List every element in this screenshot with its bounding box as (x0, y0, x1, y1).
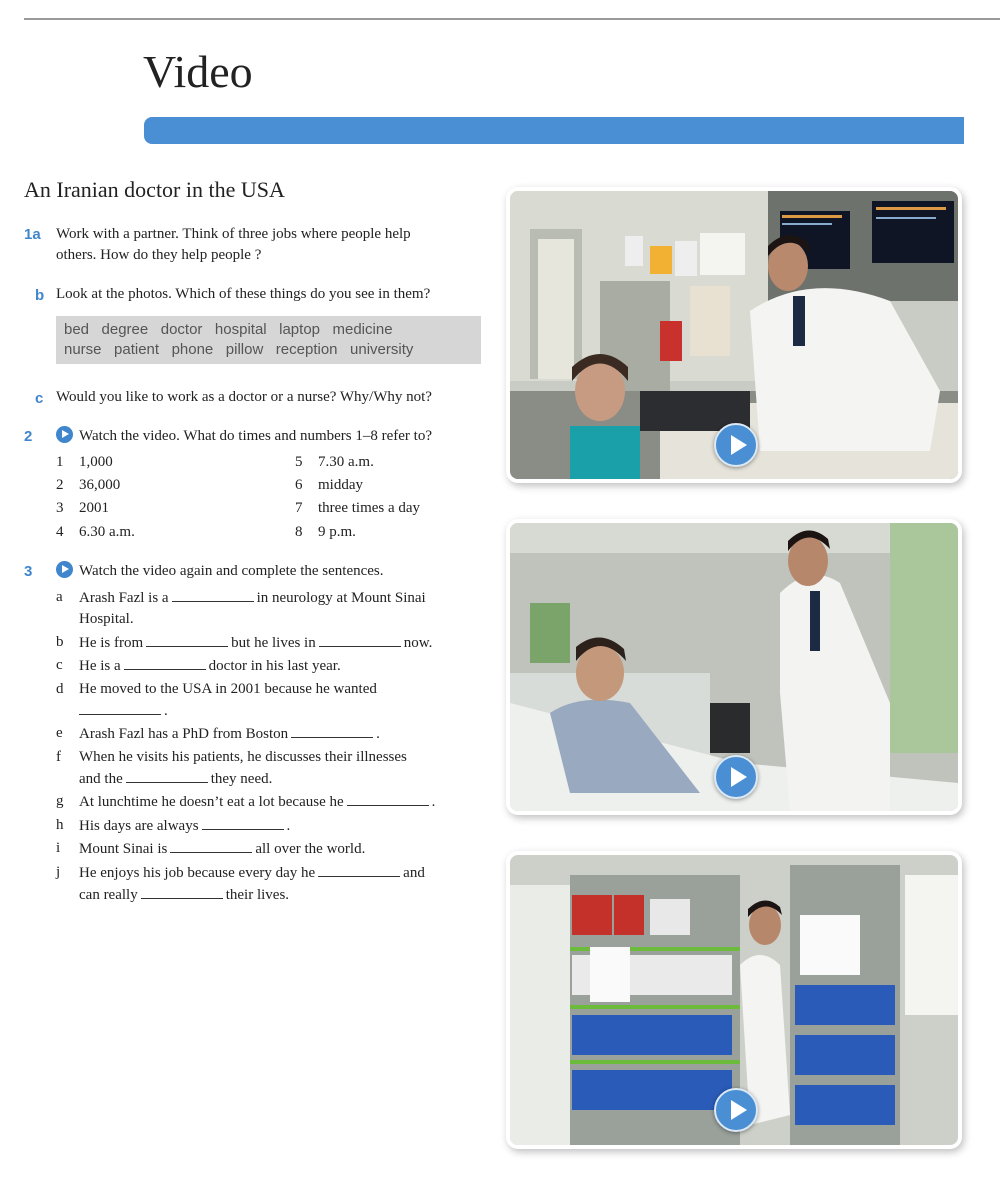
exercise-1a-line1: Work with a partner. Think of three jobs where people help (56, 226, 411, 242)
sentence-letter: e (56, 725, 63, 741)
sentence-text: but he lives in (231, 635, 316, 651)
sentence-text: . (431, 794, 436, 810)
play-button[interactable] (714, 423, 758, 467)
play-button[interactable] (714, 1088, 758, 1132)
sentence-text: Arash Fazl is a (79, 590, 169, 606)
exercise-2-text (56, 426, 432, 447)
sentence-text: He enjoys his job because every day he (79, 865, 316, 881)
section-title: An Iranian doctor in the USA (24, 177, 285, 202)
sentence-text: doctor in his last year. (208, 658, 341, 674)
sentence-letter: b (56, 634, 64, 650)
sentence-i (79, 838, 365, 860)
list-item-number: 6 (295, 477, 303, 493)
answer-blank[interactable] (172, 587, 254, 602)
sentence-c (79, 655, 341, 677)
sentence-letter: j (56, 864, 61, 880)
video-still-reception[interactable] (510, 191, 958, 479)
sentence-text: At lunchtime he doesn’t eat a lot because he (79, 794, 344, 810)
sentence-letter: a (56, 589, 63, 605)
answer-blank[interactable] (146, 632, 228, 647)
sentence-b (79, 632, 432, 654)
list-item-value: 2001 (79, 500, 109, 516)
sentence-text: in neurology at Mount Sinai (256, 590, 426, 606)
sentence-a (79, 587, 426, 630)
exercise-3-text (56, 561, 384, 582)
sentence-text: . (286, 818, 291, 834)
sentence-e (79, 723, 380, 745)
sentence-text: now. (403, 635, 433, 651)
sentence-letter: f (56, 749, 61, 765)
list-item-number: 3 (56, 500, 64, 516)
list-item-value: 1,000 (79, 454, 113, 470)
list-item-value: three times a day (318, 500, 421, 516)
list-item-value: 7.30 a.m. (318, 454, 374, 470)
top-rule (24, 18, 1000, 20)
sentence-g (79, 791, 435, 813)
sentence-text: He is a (79, 658, 121, 674)
exercise-1c-number: c (35, 390, 44, 407)
sentence-text: When he visits his patients, he discusses their illnesses (79, 749, 407, 765)
sentence-text: His days are always (79, 818, 199, 834)
exercise-1a-text (56, 224, 411, 266)
list-item-number: 5 (295, 454, 303, 470)
answer-blank[interactable] (126, 768, 208, 783)
sentence-letter: g (56, 793, 64, 809)
page-title: Video (143, 46, 253, 97)
list-item-value: 9 p.m. (318, 524, 356, 540)
sentence-letter: d (56, 681, 64, 697)
exercise-1c-text: Would you like to work as a doctor or a nurse? Why/Why not? (56, 389, 432, 405)
exercise-2-number: 2 (24, 428, 33, 445)
list-item-number: 2 (56, 477, 64, 493)
list-item-number: 4 (56, 524, 64, 540)
header-accent-bar (144, 117, 964, 144)
answer-blank[interactable] (79, 700, 161, 715)
answer-blank[interactable] (141, 884, 223, 899)
exercise-1a-number: 1a (24, 226, 41, 243)
sentence-text: . (164, 703, 168, 719)
vocabulary-row-1: bed degree doctor hospital laptop medicine (64, 321, 393, 338)
sentence-text: Mount Sinai is (79, 841, 168, 857)
sentence-h (79, 815, 290, 837)
exercise-3-number: 3 (24, 563, 33, 580)
sentence-text: their lives. (225, 887, 290, 903)
list-item-number: 8 (295, 524, 303, 540)
sentence-text: Arash Fazl has a PhD from Boston (79, 726, 289, 742)
sentence-d (79, 679, 377, 722)
answer-blank[interactable] (319, 632, 401, 647)
list-item-value: 6.30 a.m. (79, 524, 135, 540)
sentence-letter: c (56, 657, 63, 673)
sentence-text: can really (79, 887, 138, 903)
answer-blank[interactable] (124, 655, 206, 670)
answer-blank[interactable] (170, 838, 252, 853)
list-item-value: 36,000 (79, 477, 121, 493)
vocabulary-row-2: nurse patient phone pillow reception university (64, 341, 414, 358)
sentence-j (79, 862, 425, 906)
sentence-text: He is from (79, 635, 144, 651)
sentence-text: . (376, 726, 380, 742)
answer-blank[interactable] (291, 723, 373, 738)
vocabulary-box (56, 316, 481, 364)
sentence-text: they need. (210, 771, 273, 787)
sentence-letter: h (56, 817, 64, 833)
list-item-value: midday (318, 477, 363, 493)
play-button[interactable] (714, 755, 758, 799)
sentence-text: and (403, 865, 425, 881)
video-still-supply-room[interactable] (510, 855, 958, 1145)
sentence-letter: i (56, 840, 61, 856)
exercise-3-instruction: Watch the video again and complete the sentences. (79, 563, 384, 579)
sentence-text: He moved to the USA in 2001 because he wanted (79, 681, 377, 697)
exercise-1a-line2: others. How do they help people ? (56, 247, 262, 263)
exercise-1b-number: b (35, 287, 45, 304)
list-item-number: 7 (295, 500, 303, 516)
sentence-text: and the (79, 771, 123, 787)
answer-blank[interactable] (347, 791, 429, 806)
exercise-2-instruction: Watch the video. What do times and numbers 1–8 refer to? (79, 428, 432, 444)
list-item-number: 1 (56, 454, 64, 470)
video-still-bedside[interactable] (510, 523, 958, 811)
video-play-icon[interactable] (56, 426, 73, 443)
sentence-text: Hospital. (79, 611, 134, 627)
sentence-text: all over the world. (255, 841, 366, 857)
exercise-1b-text: Look at the photos. Which of these things do you see in them? (56, 286, 431, 302)
answer-blank[interactable] (202, 815, 284, 830)
video-play-icon[interactable] (56, 561, 73, 578)
answer-blank[interactable] (318, 862, 400, 877)
sentence-f (79, 747, 407, 790)
